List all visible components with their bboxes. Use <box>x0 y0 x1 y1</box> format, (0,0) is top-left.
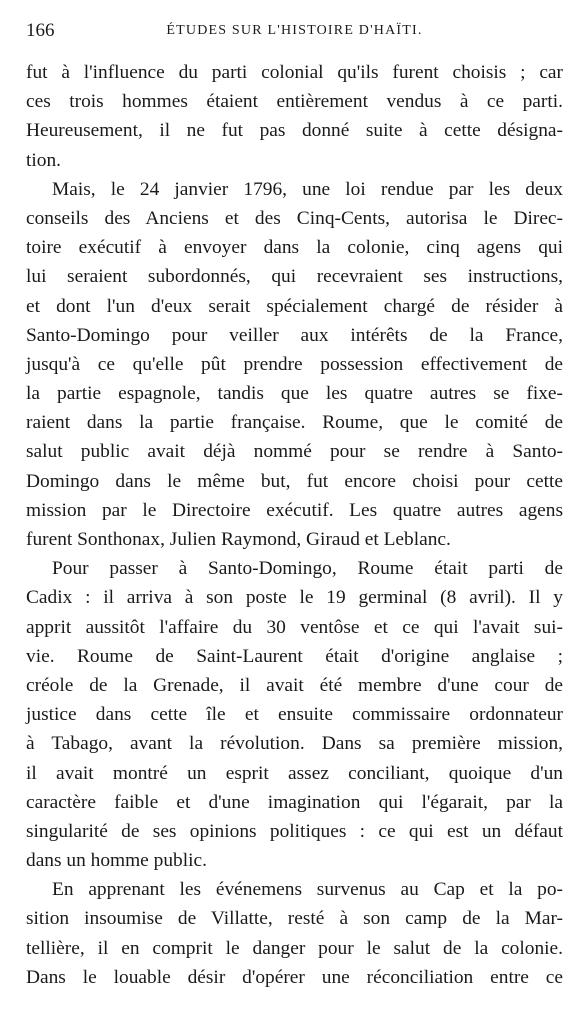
text-line: ces trois hommes étaient entièrement vendus à ce parti. <box>26 91 563 113</box>
text-line: singularité de ses opinions politiques : ce qui est un défaut <box>26 820 563 842</box>
text-line: fut à l'influence du parti colonial qu'ils furent choisis ; car <box>26 62 563 83</box>
text-line: raient dans la partie française. Roume, que le comité de <box>26 412 563 434</box>
text-line: il avait montré un esprit assez conciliant, quoique d'un <box>26 762 563 784</box>
text-line: furent Sonthonax, Julien Raymond, Giraud et Leblanc. <box>26 529 451 550</box>
text-line: la partie espagnole, tandis que les quatre autres se fixe- <box>26 383 563 405</box>
running-title: ÉTUDES SUR L'HISTOIRE D'HAÏTI. <box>166 23 423 38</box>
text-line: jusqu'à ce qu'elle pût prendre possession effectivement de <box>26 353 563 375</box>
text-line: lui seraient subordonnés, qui recevraient ses instructions, <box>26 266 563 288</box>
text-line: Heureusement, il ne fut pas donné suite à cette désigna- <box>26 120 563 142</box>
text-line: En apprenant les événemens survenus au Cap et la po- <box>52 879 563 901</box>
text-line: toire exécutif à envoyer dans la colonie, cinq agens qui <box>26 237 563 259</box>
text-line: et dont l'un d'eux serait spécialement chargé de résider à <box>26 295 563 317</box>
text-line: Dans le louable désir d'opérer une réconciliation entre ce <box>26 966 563 988</box>
text-line: sition insoumise de Villatte, resté à son camp de la Mar- <box>26 908 563 930</box>
text-line: tellière, il en comprit le danger pour le salut de la colonie. <box>26 937 563 959</box>
page-number: 166 <box>26 20 55 41</box>
text-line: conseils des Anciens et des Cinq-Cents, autorisa le Direc- <box>26 207 563 229</box>
text-line: caractère faible et d'une imagination qui l'égarait, par la <box>26 791 563 813</box>
text-line: salut public avait déjà nommé pour se rendre à Santo- <box>26 441 563 463</box>
text-line: apprit aussitôt l'affaire du 30 ventôse et ce qui l'avait sui- <box>26 616 563 638</box>
text-line: dans un homme public. <box>26 850 207 872</box>
text-line: créole de la Grenade, il avait été membre d'une cour de <box>26 674 563 696</box>
running-head <box>26 18 563 44</box>
text-line: à Tabago, avant la révolution. Dans sa première mission, <box>26 733 563 755</box>
text-line: vie. Roume de Saint-Laurent était d'origine anglaise ; <box>26 645 563 667</box>
body-text <box>26 58 563 992</box>
text-line: Domingo dans le même but, fut encore choisi pour cette <box>26 470 563 492</box>
text-line: tion. <box>26 149 62 171</box>
text-line: justice dans cette île et ensuite commissaire ordonnateur <box>26 704 563 726</box>
text-line: Santo-Domingo pour veiller aux intérêts de la France, <box>26 324 563 346</box>
text-line: Mais, le 24 janvier 1796, une loi rendue par les deux <box>52 178 563 200</box>
text-line: Pour passer à Santo-Domingo, Roume était parti de <box>52 558 563 580</box>
text-line: mission par le Directoire exécutif. Les quatre autres agens <box>26 499 563 521</box>
text-line: Cadix : il arriva à son poste le 19 germinal (8 avril). Il y <box>26 587 563 609</box>
